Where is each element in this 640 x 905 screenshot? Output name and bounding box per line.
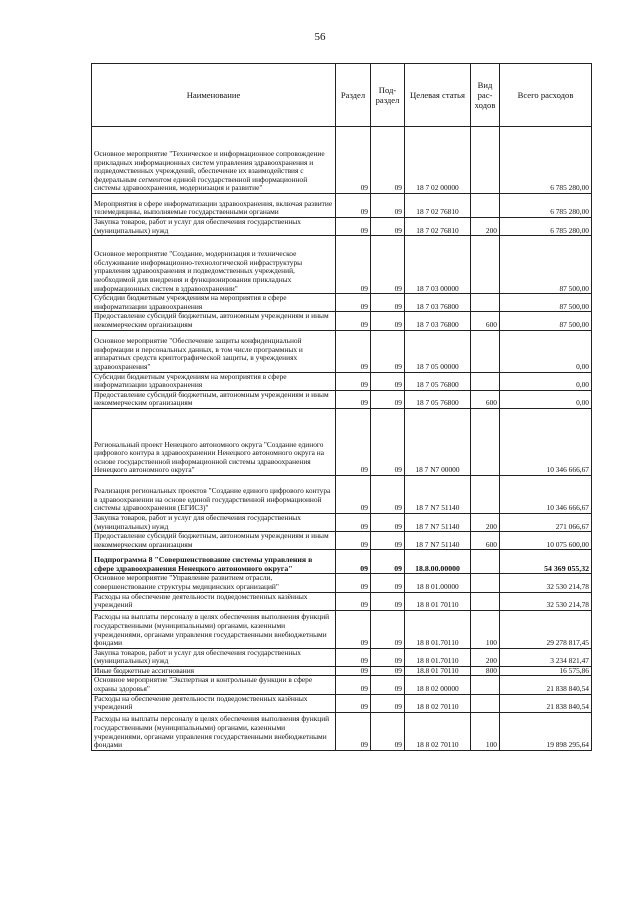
cell-subsection: 09 (371, 648, 405, 666)
cell-target: 18 7 05 76800 (405, 372, 471, 390)
header-section: Раздел (336, 64, 371, 127)
table-row (92, 513, 592, 531)
table-row (92, 194, 592, 218)
cell-section: 09 (336, 592, 371, 610)
cell-target: 18 7 05 00000 (405, 330, 471, 372)
cell-target: 18 8 01.70110 (405, 648, 471, 666)
cell-subsection: 09 (371, 712, 405, 750)
cell-section: 09 (336, 532, 371, 550)
cell-target: 18 7 N7 51140 (405, 513, 471, 531)
cell-type (471, 550, 500, 574)
cell-name: Закупка товаров, работ и услуг для обеспечения государственных (муниципальных) нужд (92, 513, 336, 531)
cell-section: 09 (336, 648, 371, 666)
table-row (92, 550, 592, 574)
cell-section: 09 (336, 712, 371, 750)
cell-type (471, 330, 500, 372)
cell-total: 87 500,00 (500, 294, 592, 312)
cell-section: 09 (336, 574, 371, 592)
cell-name: Основное мероприятие "Обеспечение защиты конфиденциальной информации и персональных данных, в том числе программных и аппаратных средств криптографической защиты, в учреждениях здравоохранения" (92, 330, 336, 372)
table-row (92, 312, 592, 330)
cell-section: 09 (336, 312, 371, 330)
cell-name: Расходы на обеспечение деятельности подведомственных казённых учреждений (92, 694, 336, 712)
table-row (92, 218, 592, 236)
cell-name: Предоставление субсидий бюджетным, автономным учреждениям и иным некоммерческим организациям (92, 390, 336, 408)
cell-total: 32 530 214,78 (500, 574, 592, 592)
cell-target: 18 7 05 76800 (405, 390, 471, 408)
table-row (92, 236, 592, 294)
cell-name: Закупка товаров, работ и услуг для обеспечения государственных (муниципальных) нужд (92, 648, 336, 666)
cell-target: 18.8.00.00000 (405, 550, 471, 574)
cell-subsection: 09 (371, 532, 405, 550)
cell-name: Расходы на обеспечение деятельности подведомственных казённых учреждений (92, 592, 336, 610)
cell-target: 18 8 02 70110 (405, 712, 471, 750)
header-total: Всего расходов (500, 64, 592, 127)
cell-subsection: 09 (371, 236, 405, 294)
cell-target: 18 7 N7 51140 (405, 532, 471, 550)
table-row (92, 574, 592, 592)
cell-subsection: 09 (371, 694, 405, 712)
cell-name: Иные бюджетные ассигнования (92, 666, 336, 676)
cell-target: 18 7 N7 00000 (405, 408, 471, 475)
cell-subsection: 09 (371, 390, 405, 408)
cell-type (471, 475, 500, 513)
cell-subsection: 09 (371, 475, 405, 513)
cell-type (471, 127, 500, 194)
table-row (92, 475, 592, 513)
cell-subsection: 09 (371, 676, 405, 694)
table-row (92, 294, 592, 312)
cell-type (471, 294, 500, 312)
cell-subsection: 09 (371, 330, 405, 372)
cell-subsection: 09 (371, 408, 405, 475)
cell-type: 600 (471, 312, 500, 330)
table-row (92, 694, 592, 712)
cell-target: 18 7 03 00000 (405, 236, 471, 294)
cell-subsection: 09 (371, 372, 405, 390)
cell-section: 09 (336, 550, 371, 574)
cell-section: 09 (336, 513, 371, 531)
cell-target: 18 8 01.70110 (405, 610, 471, 648)
cell-total: 54 369 055,32 (500, 550, 592, 574)
header-target: Целевая статья (405, 64, 471, 127)
cell-type: 800 (471, 666, 500, 676)
cell-target: 18 7 02 76810 (405, 218, 471, 236)
cell-total: 16 575,86 (500, 666, 592, 676)
table-row (92, 666, 592, 676)
cell-total: 0,00 (500, 390, 592, 408)
cell-total: 271 066,67 (500, 513, 592, 531)
cell-subsection: 09 (371, 592, 405, 610)
cell-name: Подпрограмма 8 "Совершенствование системы управления в сфере здравоохранения Ненецкого автономного округа" (92, 550, 336, 574)
cell-total: 21 838 840,54 (500, 694, 592, 712)
cell-subsection: 09 (371, 574, 405, 592)
cell-name: Основное мероприятие "Создание, модернизация и техническое обслуживание информационно-технологической инфраструктуры управления здравоохранения и подведомственных учреждений, необходимой для внедрения и функционирования прикладных информационных систем в здравоохранении" (92, 236, 336, 294)
cell-name: Предоставление субсидий бюджетным, автономным учреждениям и иным некоммерческим организациям (92, 312, 336, 330)
cell-total: 87 500,00 (500, 236, 592, 294)
cell-name: Расходы на выплаты персоналу в целях обеспечения выполнения функций государственными (муниципальными) органами, казенными учреждениями, органами управления государственными внебюджетными фондами (92, 712, 336, 750)
cell-target: 18.8 01 70110 (405, 666, 471, 676)
header-type: Вид рас-ходов (471, 64, 500, 127)
cell-name: Мероприятия в сфере информатизации здравоохранения, включая развитие телемедицины, выполняемые государственными органами (92, 194, 336, 218)
header-name: Наименование (92, 64, 336, 127)
cell-type: 200 (471, 218, 500, 236)
cell-type (471, 408, 500, 475)
cell-target: 18 8 01 70110 (405, 592, 471, 610)
cell-section: 09 (336, 676, 371, 694)
cell-subsection: 09 (371, 294, 405, 312)
cell-target: 18 8 02 70110 (405, 694, 471, 712)
header-subsection: Под-раздел (371, 64, 405, 127)
cell-total: 0,00 (500, 330, 592, 372)
cell-section: 09 (336, 408, 371, 475)
cell-section: 09 (336, 218, 371, 236)
cell-type (471, 574, 500, 592)
cell-total: 6 785 280,00 (500, 127, 592, 194)
cell-subsection: 09 (371, 666, 405, 676)
table-row (92, 648, 592, 666)
table-row (92, 127, 592, 194)
cell-target: 18 7 02 76810 (405, 194, 471, 218)
cell-total: 10 346 666,67 (500, 408, 592, 475)
cell-section: 09 (336, 666, 371, 676)
cell-total: 3 234 821,47 (500, 648, 592, 666)
table-row (92, 330, 592, 372)
cell-section: 09 (336, 390, 371, 408)
table-row (92, 390, 592, 408)
cell-subsection: 09 (371, 610, 405, 648)
cell-target: 18 7 N7 51140 (405, 475, 471, 513)
cell-type (471, 194, 500, 218)
cell-type: 600 (471, 532, 500, 550)
cell-section: 09 (336, 610, 371, 648)
cell-type (471, 676, 500, 694)
cell-subsection: 09 (371, 312, 405, 330)
cell-section: 09 (336, 194, 371, 218)
cell-type: 100 (471, 610, 500, 648)
cell-section: 09 (336, 475, 371, 513)
cell-name: Основное мероприятие "Техническое и информационное сопровождение прикладных информационных систем управления здравоохранения и подведомственных учреждений, обеспечение их взаимодействия с федеральным сегментом единой государственной информационной системы здравоохранения, модернизация и развитие" (92, 127, 336, 194)
cell-section: 09 (336, 330, 371, 372)
table-row (92, 532, 592, 550)
cell-total: 29 278 817,45 (500, 610, 592, 648)
cell-name: Основное мероприятие "Экспертная и контрольные функции в сфере охраны здоровья" (92, 676, 336, 694)
cell-section: 09 (336, 372, 371, 390)
cell-total: 0,00 (500, 372, 592, 390)
cell-section: 09 (336, 694, 371, 712)
cell-subsection: 09 (371, 550, 405, 574)
cell-subsection: 09 (371, 218, 405, 236)
cell-total: 6 785 280,00 (500, 194, 592, 218)
table-row (92, 372, 592, 390)
cell-target: 18 7 03 76800 (405, 294, 471, 312)
cell-name: Основное мероприятие "Управление развитием отрасли, совершенствование структуры медицинских организаций" (92, 574, 336, 592)
cell-subsection: 09 (371, 127, 405, 194)
cell-target: 18 8 01.00000 (405, 574, 471, 592)
page-number: 56 (314, 31, 326, 43)
table-row (92, 610, 592, 648)
cell-type: 100 (471, 712, 500, 750)
cell-name: Предоставление субсидий бюджетным, автономным учреждениям и иным некоммерческим организациям (92, 532, 336, 550)
cell-total: 87 500,00 (500, 312, 592, 330)
cell-section: 09 (336, 294, 371, 312)
cell-subsection: 09 (371, 513, 405, 531)
table-row (92, 676, 592, 694)
cell-name: Реализация региональных проектов "Создание единого цифрового контура в здравоохранении на основе единой государственной информационной системы здравоохранения (ЕГИСЗ)" (92, 475, 336, 513)
cell-total: 32 530 214,78 (500, 592, 592, 610)
table-row (92, 592, 592, 610)
table-row (92, 408, 592, 475)
cell-target: 18 7 03 76800 (405, 312, 471, 330)
cell-type (471, 592, 500, 610)
cell-total: 10 346 666,67 (500, 475, 592, 513)
cell-subsection: 09 (371, 194, 405, 218)
cell-type (471, 372, 500, 390)
cell-section: 09 (336, 236, 371, 294)
cell-name: Субсидии бюджетным учреждениям на мероприятия в сфере информатизации здравоохранения (92, 372, 336, 390)
cell-type: 200 (471, 648, 500, 666)
cell-type (471, 236, 500, 294)
cell-total: 21 838 840,54 (500, 676, 592, 694)
cell-section: 09 (336, 127, 371, 194)
cell-name: Расходы на выплаты персоналу в целях обеспечения выполнения функций государственными (муниципальными) органами, казенными учреждениями, органами управления государственными внебюджетными фондами (92, 610, 336, 648)
cell-type: 600 (471, 390, 500, 408)
cell-type (471, 694, 500, 712)
table-header-row (92, 64, 592, 127)
cell-type: 200 (471, 513, 500, 531)
budget-table (91, 63, 592, 751)
cell-name: Субсидии бюджетным учреждениям на мероприятия в сфере информатизации здравоохранения (92, 294, 336, 312)
cell-name: Закупка товаров, работ и услуг для обеспечения государственных (муниципальных) нужд (92, 218, 336, 236)
cell-target: 18 8 02 00000 (405, 676, 471, 694)
cell-name: Региональный проект Ненецкого автономного округа "Создание единого цифрового контура в здравоохранении Ненецкого автономного округа на основе государственной информационной системы здравоохранения Ненецкого автономного округа" (92, 408, 336, 475)
cell-total: 6 785 280,00 (500, 218, 592, 236)
cell-total: 10 075 600,00 (500, 532, 592, 550)
cell-total: 19 898 295,64 (500, 712, 592, 750)
table-row (92, 712, 592, 750)
cell-target: 18 7 02 00000 (405, 127, 471, 194)
